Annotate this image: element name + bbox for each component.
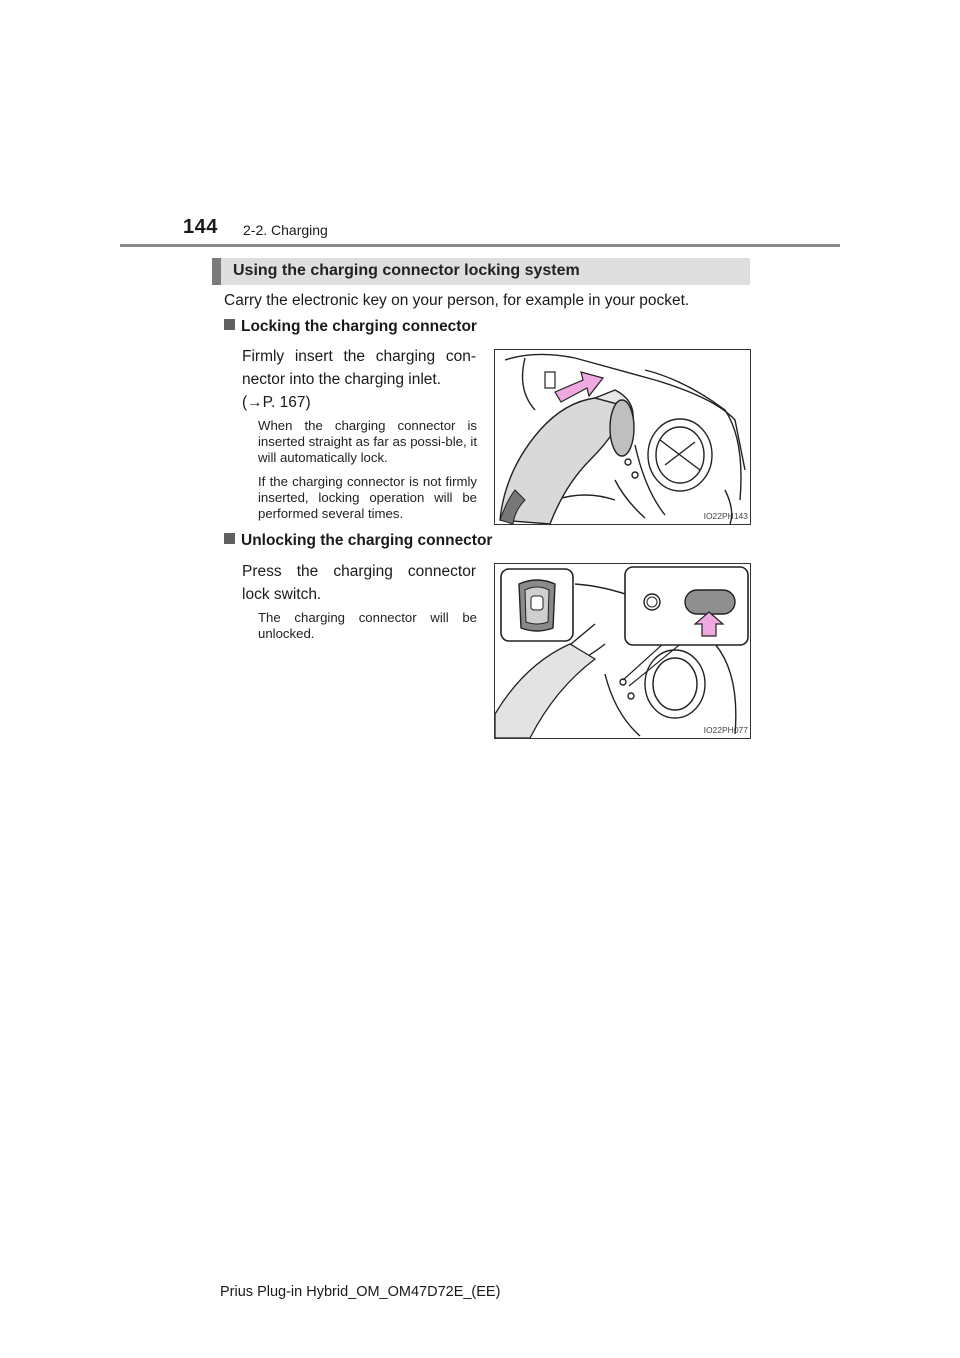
locking-illustration [494,349,751,525]
unlocking-heading [224,532,492,550]
square-bullet-icon [224,319,235,330]
intro-text: Carry the electronic key on your person, for example in your pocket. [224,292,690,309]
section-title: 2-2. Charging [243,222,328,238]
figure-code-unlocking: IO22PH077 [703,725,748,735]
square-bullet-icon [224,533,235,544]
section-banner [212,258,750,285]
header-rule [120,244,840,247]
unlocking-instruction [242,560,476,606]
locking-note-2: If the charging connector is not firmly inserted, locking operation will be performed several times. [258,474,477,521]
page-number: 144 [183,216,218,238]
unlocking-note: The charging connector will be unlocked. [258,610,477,641]
unlocking-instruction-line2: lock switch. [242,586,322,603]
locking-instruction [242,345,476,414]
unlocking-illustration [494,563,751,739]
unlocking-instruction-line1: Press the charging connector [242,563,476,580]
locking-instruction-line1: Firmly insert the charging con- [242,348,476,365]
page-reference: (→P. 167) [242,394,311,411]
figure-code-locking: IO22PH143 [703,511,748,521]
locking-note-1: When the charging connector is inserted straight as far as possi-ble, it will automatically lock. [258,418,477,465]
locking-heading-label: Locking the charging connector [241,318,477,335]
unlocking-heading-label: Unlocking the charging connector [241,532,493,549]
banner-title: Using the charging connector locking system [233,262,580,279]
locking-instruction-line2: nector into the charging inlet. [242,371,442,388]
footer-text: Prius Plug-in Hybrid_OM_OM47D72E_(EE) [220,1284,501,1300]
locking-heading [224,318,477,336]
